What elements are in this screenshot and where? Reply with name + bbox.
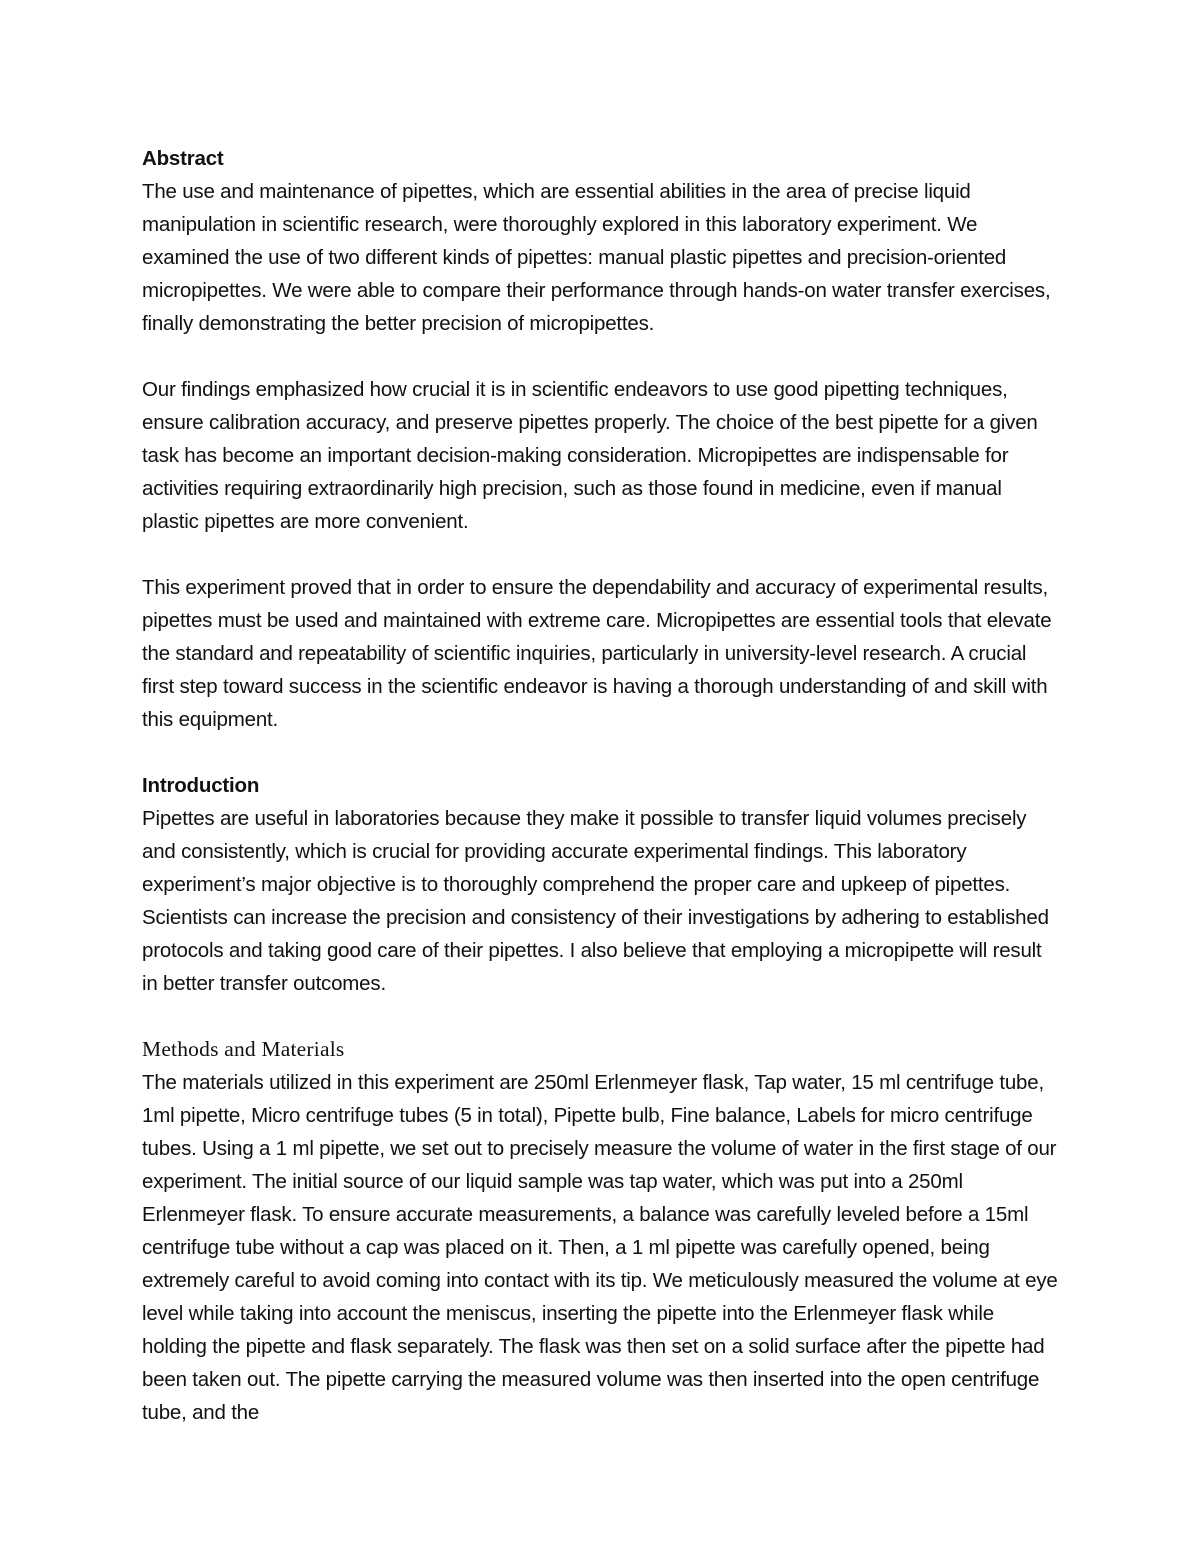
document-body: [142, 142, 1062, 1429]
abstract-paragraph-1: The use and maintenance of pipettes, which are essential abilities in the area of precise liquid manipulation in scientific research, were thoroughly explored in this laboratory experiment. We examined the use of two different kinds of pipettes: manual plastic pipettes and precision-oriented micropipettes. We were able to compare their performance through hands-on water transfer exercises, finally demonstrating the better precision of micropipettes.: [142, 180, 1051, 335]
methods-paragraph-1: The materials utilized in this experiment are 250ml Erlenmeyer flask, Tap water, 15 ml centrifuge tube, 1ml pipette, Micro centrifuge tubes (5 in total), Pipette bulb, Fine balance, Labels for micro centrifuge tubes. Using a 1 ml pipette, we set out to precisely measure the volume of water in the first stage of our experiment. The initial source of our liquid sample was tap water, which was put into a 250ml Erlenmeyer flask. To ensure accurate measurements, a balance was carefully leveled before a 15ml centrifuge tube without a cap was placed on it. Then, a 1 ml pipette was carefully opened, being extremely careful to avoid coming into contact with its tip. We meticulously measured the volume at eye level while taking into account the meniscus, inserting the pipette into the Erlenmeyer flask while holding the pipette and flask separately. The flask was then set on a solid surface after the pipette had been taken out. The pipette carrying the measured volume was then inserted into the open centrifuge tube, and the: [142, 1071, 1058, 1424]
methods-section: [142, 1033, 1062, 1429]
abstract-paragraph-3: This experiment proved that in order to ensure the dependability and accuracy of experimental results, pipettes must be used and maintained with extreme care. Micropipettes are essential tools that elevate the standard and repeatability of scientific inquiries, particularly in university-level research. A crucial first step toward success in the scientific endeavor is having a thorough understanding of and skill with this equipment.: [142, 576, 1052, 731]
introduction-section: [142, 769, 1062, 1000]
introduction-paragraph-1: Pipettes are useful in laboratories because they make it possible to transfer liquid volumes precisely and consistently, which is crucial for providing accurate experimental findings. This laboratory experiment’s major objective is to thoroughly comprehend the proper care and upkeep of pipettes. Scientists can increase the precision and consistency of their investigations by adhering to established protocols and taking good care of their pipettes. I also believe that employing a micropipette will result in better transfer outcomes.: [142, 807, 1049, 995]
abstract-paragraph-2: Our findings emphasized how crucial it is in scientific endeavors to use good pipetting techniques, ensure calibration accuracy, and preserve pipettes properly. The choice of the best pipette for a given task has become an important decision-making consideration. Micropipettes are indispensable for activities requiring extraordinarily high precision, such as those found in medicine, even if manual plastic pipettes are more convenient.: [142, 378, 1038, 533]
methods-heading: Methods and Materials: [142, 1037, 345, 1061]
abstract-section: [142, 142, 1062, 736]
abstract-heading: Abstract: [142, 147, 224, 170]
introduction-heading: Introduction: [142, 774, 260, 797]
